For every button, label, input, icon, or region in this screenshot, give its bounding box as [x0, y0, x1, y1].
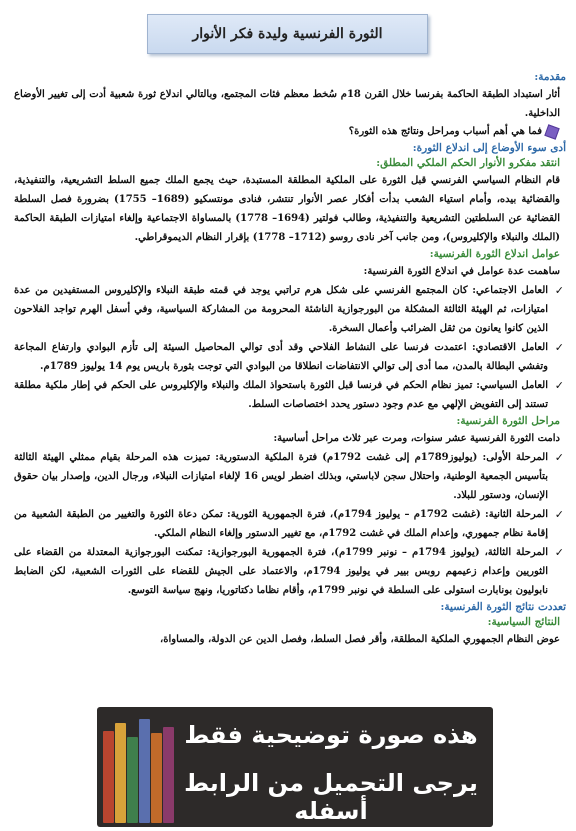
list-item — [14, 505, 564, 543]
section1-sub1-text: قام النظام السياسي الفرنسي قبل الثورة على الملكية المطلقة المستبدة، حيث يجمع الملك جميع السلط التشريعية، والتنفيذية، والقضائية بيده، وأمام استياء الشعب بدأت أفكار عصر الأنوار تنتشر، فنادى مونتسكيو (1689– 1755) بضرورة فصل السلطة القضائية عن السلطتين التشريعية والتنفيذية، وطالب فولتير (1694– 1778) بالمساواة الاجتماعية وإلغاء امتيازات الطبقة الحاكمة (الملك والنبلاء والإكليروس)، ومن جانب آخر نادى روسو (1712– 1778) بإقرار النظام الديموقراطي. — [14, 175, 561, 243]
pen-icon — [544, 124, 559, 139]
section2-heading: تعددت نتائج الثورة الفرنسية: — [440, 601, 566, 613]
intro-question — [14, 123, 558, 141]
item-label: العامل الاقتصادي: — [471, 342, 548, 353]
section1-sub3-lead: دامت الثورة الفرنسية عشر سنوات، ومرت عبر ثلاث مراحل أساسية: — [273, 433, 560, 444]
question-text: فما هي أهم أسباب ومراحل ونتائج هذه الثورة؟ — [348, 126, 542, 137]
document-body — [14, 70, 566, 649]
books-image — [97, 707, 187, 827]
list-item — [14, 543, 564, 600]
section1-heading: أدى سوء الأوضاع إلى اندلاع الثورة: — [412, 142, 566, 154]
download-banner[interactable] — [97, 707, 493, 827]
checkmark-icon: ✓ — [554, 379, 564, 392]
banner-notice: هذه صورة توضيحية فقط — [184, 721, 478, 749]
list-item — [14, 376, 564, 414]
checkmark-icon: ✓ — [554, 284, 564, 297]
section1-sub2-lead: ساهمت عدة عوامل في اندلاع الثورة الفرنسية: — [363, 266, 560, 277]
section1-sub2-heading: عوامل اندلاع الثورة الفرنسية: — [429, 248, 560, 260]
item-text: (يوليوز1789م إلى غشت 1792م) فترة الملكية الدستورية: تميزت هذه المرحلة بقيام ممثلي الهيئة الثالثة بتأسيس الجمعية الوطنية، واحتلال سجن لاباستي، وبذلك اضطر لويس 16 لإلغاء امتيازات النبلاء، ورجال الدين، وإصدار بيان حقوق الإنسان، ودستور للبلاد. — [14, 452, 548, 501]
banner-download-text: يرجى التحميل من الرابط أسفله — [184, 769, 478, 825]
intro-heading: مقدمة: — [534, 71, 566, 83]
item-text: (غشت 1792م – يوليوز 1794م)، فترة الجمهورية الثورية: تمكن دعاة الثورة والتغيير من الطبقة الشعبية من إقامة نظام جمهوري، وإعدام الملك في غشت 1792م، مع تغيير الدستور وإلغاء النظام الملكي. — [14, 509, 548, 539]
item-text: كان المجتمع الفرنسي على شكل هرم تراتبي يوجد في قمته طبقة النبلاء والإكليروس المستفيدين من عدة امتيازات، ثم الهيئة الثالثة المشكلة من البورجوازية الناشئة المحرومة من المشاركة السياسية، وفي أسفل الهرم تواجد الفلاحون الذين كانوا يعانون من ثقل الضرائب وأعمال السخرة. — [14, 285, 548, 334]
list-item — [14, 448, 564, 505]
checkmark-icon: ✓ — [554, 341, 564, 354]
item-text: (يوليوز 1794م – نونبر 1799م)، فترة الجمهورية البورجوازية: تمكنت البورجوازية المعتدلة من القضاء على الثوريين وإعدام زعيمهم روبس بيير في يوليوز 1794م، والاعتماد على الجيش للقضاء على الثورات الشعبية، لكن الضابط نابوليون بونابارت استولى على السلطة في نونبر 1799م، وأقام نظاما دكتاتوريا، ونهج سياسة التوسع. — [14, 547, 548, 596]
section1-sub1-heading: انتقد مفكرو الأنوار الحكم الملكي المطلق: — [376, 157, 560, 169]
item-label: المرحلة الأولى: — [482, 452, 548, 463]
list-item — [14, 281, 564, 338]
document-title — [147, 14, 428, 54]
section2-sub1-heading: النتائج السياسية: — [487, 616, 560, 628]
stages-list — [14, 448, 566, 600]
item-text: اعتمدت فرنسا على النشاط الفلاحي وقد أدى توالي المحاصيل السيئة إلى تأزم البوادي وارتفاع المجاعة وتفشي البطالة بالمدن، مما أدى إلى توالي الانتفاضات انطلاقا من البوادي التي توجت بثورة باريس يوم 14 يوليوز 1789م. — [14, 342, 548, 372]
item-label: المرحلة الثالثة، — [484, 547, 549, 558]
list-item — [14, 338, 564, 376]
section2-sub1-text: عوض النظام الجمهوري الملكية المطلقة، وأقر فصل السلط، وفصل الدين عن الدولة، والمساواة، — [160, 634, 560, 645]
checkmark-icon: ✓ — [554, 546, 564, 559]
item-label: المرحلة الثانية: — [485, 509, 549, 520]
checkmark-icon: ✓ — [554, 451, 564, 464]
checkmark-icon: ✓ — [554, 508, 564, 521]
factors-list — [14, 281, 566, 414]
item-label: العامل الاجتماعي: — [472, 285, 549, 296]
title-text: الثورة الفرنسية وليدة فكر الأنوار — [192, 26, 383, 42]
item-text: تميز نظام الحكم في فرنسا قبل الثورة باستحواذ الملك والنبلاء والإكليروس على الحكم في إطار ملكية مطلقة تستند إلى التفويض الإلهي مع عدم وجود دستور يحدد اختصاصات السلط. — [14, 380, 548, 410]
section1-sub3-heading: مراحل الثورة الفرنسية: — [456, 415, 560, 427]
intro-text: أثار استبداد الطبقة الحاكمة بفرنسا خلال القرن 18م سُخط معظم فئات المجتمع، وبالتالي اندلاع ثورة شعبية أدت إلى تغيير الأوضاع الداخلية. — [14, 89, 560, 119]
item-label: العامل السياسي: — [476, 380, 548, 391]
